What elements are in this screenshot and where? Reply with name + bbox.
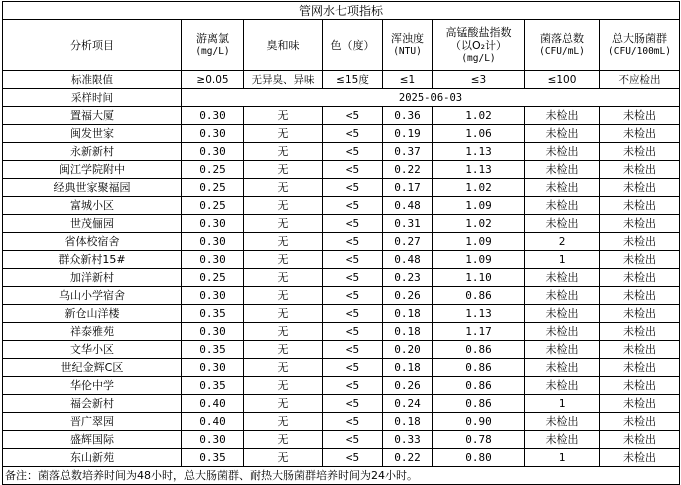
cell-turbidity: 0.23 — [383, 269, 433, 287]
cell-chlorine: 0.25 — [182, 197, 244, 215]
table-row — [3, 215, 680, 233]
cell-site: 永新新村 — [3, 143, 182, 161]
limit-color: ≤15度 — [323, 71, 383, 89]
cell-site: 东山新苑 — [3, 449, 182, 467]
cell-odor: 无 — [244, 215, 323, 233]
cell-color: <5 — [323, 305, 383, 323]
cell-color: <5 — [323, 395, 383, 413]
cell-turbidity: 0.24 — [383, 395, 433, 413]
table-title: 管网水七项指标 — [3, 2, 680, 20]
cell-odor: 无 — [244, 269, 323, 287]
header-cod-sub: （以O₂计） — [449, 38, 508, 52]
title-row — [3, 2, 680, 20]
table-row — [3, 287, 680, 305]
cell-chlorine: 0.30 — [182, 287, 244, 305]
cell-chlorine: 0.35 — [182, 449, 244, 467]
cell-turbidity: 0.22 — [383, 161, 433, 179]
cell-turbidity: 0.26 — [383, 377, 433, 395]
header-cod-label: 高锰酸盐指数 — [445, 25, 512, 39]
cell-turbidity: 0.36 — [383, 107, 433, 125]
header-color: 色（度） — [323, 20, 383, 71]
cell-coliform: 未检出 — [600, 449, 680, 467]
cell-turbidity: 0.37 — [383, 143, 433, 161]
cell-site: 富城小区 — [3, 197, 182, 215]
cell-cod: 1.09 — [433, 233, 525, 251]
sampling-row — [3, 89, 680, 107]
cell-odor: 无 — [244, 323, 323, 341]
table-row — [3, 251, 680, 269]
cell-turbidity: 0.18 — [383, 305, 433, 323]
header-turbidity-label: 浑浊度 — [391, 32, 424, 45]
cell-turbidity: 0.27 — [383, 233, 433, 251]
cell-chlorine: 0.30 — [182, 125, 244, 143]
cell-colony: 未检出 — [525, 125, 600, 143]
cell-site: 加洋新村 — [3, 269, 182, 287]
cell-turbidity: 0.20 — [383, 341, 433, 359]
cell-coliform: 未检出 — [600, 197, 680, 215]
cell-odor: 无 — [244, 161, 323, 179]
cell-odor: 无 — [244, 107, 323, 125]
limit-coliform: 不应检出 — [600, 71, 680, 89]
cell-colony: 2 — [525, 233, 600, 251]
table-row — [3, 305, 680, 323]
cell-coliform: 未检出 — [600, 287, 680, 305]
cell-coliform: 未检出 — [600, 179, 680, 197]
header-chlorine-label: 游离氯 — [196, 32, 229, 45]
cell-colony: 未检出 — [525, 161, 600, 179]
cell-site: 经典世家聚福园 — [3, 179, 182, 197]
header-colony — [525, 20, 600, 71]
cell-color: <5 — [323, 449, 383, 467]
cell-site: 群众新村15# — [3, 251, 182, 269]
header-coliform — [600, 20, 680, 71]
cell-cod: 1.17 — [433, 323, 525, 341]
cell-chlorine: 0.35 — [182, 377, 244, 395]
cell-coliform: 未检出 — [600, 251, 680, 269]
cell-color: <5 — [323, 269, 383, 287]
cell-site: 闽江学院附中 — [3, 161, 182, 179]
cell-turbidity: 0.48 — [383, 197, 433, 215]
cell-turbidity: 0.33 — [383, 431, 433, 449]
cell-colony: 1 — [525, 449, 600, 467]
cell-color: <5 — [323, 359, 383, 377]
cell-odor: 无 — [244, 143, 323, 161]
cell-coliform: 未检出 — [600, 359, 680, 377]
cell-odor: 无 — [244, 233, 323, 251]
cell-colony: 未检出 — [525, 215, 600, 233]
cell-site: 文华小区 — [3, 341, 182, 359]
cell-cod: 0.90 — [433, 413, 525, 431]
cell-chlorine: 0.30 — [182, 107, 244, 125]
cell-odor: 无 — [244, 179, 323, 197]
table-row — [3, 269, 680, 287]
cell-coliform: 未检出 — [600, 143, 680, 161]
cell-site: 晋广翠园 — [3, 413, 182, 431]
cell-chlorine: 0.30 — [182, 143, 244, 161]
cell-coliform: 未检出 — [600, 395, 680, 413]
limits-row — [3, 71, 680, 89]
table-row — [3, 107, 680, 125]
cell-color: <5 — [323, 377, 383, 395]
note-row — [3, 467, 680, 485]
header-coliform-label: 总大肠菌群 — [612, 32, 667, 45]
cell-chlorine: 0.25 — [182, 269, 244, 287]
cell-coliform: 未检出 — [600, 323, 680, 341]
table-row — [3, 143, 680, 161]
cell-colony: 未检出 — [525, 269, 600, 287]
water-quality-sheet — [2, 1, 680, 485]
cell-turbidity: 0.18 — [383, 323, 433, 341]
cell-site: 新仓山洋楼 — [3, 305, 182, 323]
cell-chlorine: 0.30 — [182, 215, 244, 233]
header-turbidity-unit: (NTU) — [393, 46, 422, 57]
cell-chlorine: 0.30 — [182, 251, 244, 269]
cell-chlorine: 0.25 — [182, 179, 244, 197]
cell-color: <5 — [323, 215, 383, 233]
cell-color: <5 — [323, 143, 383, 161]
cell-colony: 未检出 — [525, 323, 600, 341]
header-coliform-unit: (CFU/100mL) — [608, 46, 671, 57]
cell-site: 省体校宿舍 — [3, 233, 182, 251]
cell-site: 福会新村 — [3, 395, 182, 413]
cell-odor: 无 — [244, 449, 323, 467]
cell-cod: 0.78 — [433, 431, 525, 449]
cell-odor: 无 — [244, 251, 323, 269]
cell-coliform: 未检出 — [600, 107, 680, 125]
cell-odor: 无 — [244, 125, 323, 143]
header-colony-unit: (CFU/mL) — [539, 46, 585, 57]
sampling-label: 采样时间 — [3, 89, 182, 107]
cell-site: 闽发世家 — [3, 125, 182, 143]
cell-coliform: 未检出 — [600, 215, 680, 233]
header-item: 分析项目 — [3, 20, 182, 71]
header-cod — [433, 20, 525, 71]
cell-chlorine: 0.30 — [182, 233, 244, 251]
cell-coliform: 未检出 — [600, 233, 680, 251]
cell-coliform: 未检出 — [600, 341, 680, 359]
cell-color: <5 — [323, 161, 383, 179]
cell-cod: 0.86 — [433, 341, 525, 359]
cell-colony: 未检出 — [525, 179, 600, 197]
cell-color: <5 — [323, 251, 383, 269]
table-row — [3, 323, 680, 341]
cell-cod: 0.80 — [433, 449, 525, 467]
table-row — [3, 179, 680, 197]
cell-colony: 未检出 — [525, 413, 600, 431]
cell-colony: 未检出 — [525, 197, 600, 215]
table-row — [3, 161, 680, 179]
header-turbidity — [383, 20, 433, 71]
cell-coliform: 未检出 — [600, 431, 680, 449]
cell-chlorine: 0.40 — [182, 413, 244, 431]
cell-color: <5 — [323, 233, 383, 251]
cell-odor: 无 — [244, 413, 323, 431]
cell-chlorine: 0.25 — [182, 161, 244, 179]
cell-colony: 未检出 — [525, 107, 600, 125]
cell-coliform: 未检出 — [600, 413, 680, 431]
table-row — [3, 395, 680, 413]
cell-coliform: 未检出 — [600, 125, 680, 143]
cell-colony: 1 — [525, 251, 600, 269]
cell-color: <5 — [323, 413, 383, 431]
table-row — [3, 449, 680, 467]
cell-cod: 1.09 — [433, 251, 525, 269]
limit-turbidity: ≤1 — [383, 71, 433, 89]
limits-label: 标准限值 — [3, 71, 182, 89]
cell-colony: 未检出 — [525, 431, 600, 449]
cell-odor: 无 — [244, 287, 323, 305]
cell-colony: 1 — [525, 395, 600, 413]
header-colony-label: 菌落总数 — [540, 32, 584, 45]
cell-cod: 0.86 — [433, 377, 525, 395]
cell-colony: 未检出 — [525, 143, 600, 161]
cell-cod: 0.86 — [433, 395, 525, 413]
cell-site: 世茂俪园 — [3, 215, 182, 233]
header-chlorine — [182, 20, 244, 71]
header-odor: 臭和味 — [244, 20, 323, 71]
cell-colony: 未检出 — [525, 341, 600, 359]
cell-odor: 无 — [244, 341, 323, 359]
cell-coliform: 未检出 — [600, 377, 680, 395]
cell-cod: 1.09 — [433, 197, 525, 215]
cell-chlorine: 0.35 — [182, 341, 244, 359]
cell-odor: 无 — [244, 359, 323, 377]
cell-chlorine: 0.30 — [182, 323, 244, 341]
cell-cod: 1.02 — [433, 215, 525, 233]
cell-site: 世纪金辉C区 — [3, 359, 182, 377]
cell-cod: 0.86 — [433, 359, 525, 377]
limit-odor: 无异臭、异味 — [244, 71, 323, 89]
cell-odor: 无 — [244, 197, 323, 215]
cell-turbidity: 0.18 — [383, 413, 433, 431]
cell-colony: 未检出 — [525, 305, 600, 323]
cell-cod: 1.13 — [433, 305, 525, 323]
cell-cod: 1.10 — [433, 269, 525, 287]
cell-colony: 未检出 — [525, 359, 600, 377]
cell-site: 华伦中学 — [3, 377, 182, 395]
cell-color: <5 — [323, 107, 383, 125]
table-row — [3, 341, 680, 359]
table-row — [3, 125, 680, 143]
cell-site: 乌山小学宿舍 — [3, 287, 182, 305]
cell-site: 祥泰雅苑 — [3, 323, 182, 341]
cell-colony: 未检出 — [525, 377, 600, 395]
cell-cod: 1.02 — [433, 107, 525, 125]
cell-coliform: 未检出 — [600, 161, 680, 179]
cell-color: <5 — [323, 431, 383, 449]
limit-chlorine: ≥0.05 — [182, 71, 244, 89]
limit-colony: ≤100 — [525, 71, 600, 89]
cell-site: 盛辉国际 — [3, 431, 182, 449]
cell-color: <5 — [323, 323, 383, 341]
cell-odor: 无 — [244, 395, 323, 413]
cell-chlorine: 0.35 — [182, 305, 244, 323]
table-row — [3, 197, 680, 215]
cell-color: <5 — [323, 179, 383, 197]
cell-site: 置福大厦 — [3, 107, 182, 125]
header-row — [3, 20, 680, 71]
header-cod-unit: (mg/L) — [461, 52, 496, 64]
cell-chlorine: 0.40 — [182, 395, 244, 413]
cell-color: <5 — [323, 197, 383, 215]
cell-chlorine: 0.30 — [182, 431, 244, 449]
cell-cod: 1.13 — [433, 161, 525, 179]
cell-colony: 未检出 — [525, 287, 600, 305]
sampling-date: 2025-06-03 — [182, 89, 680, 107]
header-chlorine-unit: (mg/L) — [195, 46, 230, 57]
cell-color: <5 — [323, 125, 383, 143]
table-row — [3, 431, 680, 449]
cell-turbidity: 0.26 — [383, 287, 433, 305]
cell-turbidity: 0.48 — [383, 251, 433, 269]
cell-odor: 无 — [244, 377, 323, 395]
table-row — [3, 233, 680, 251]
cell-chlorine: 0.30 — [182, 359, 244, 377]
cell-turbidity: 0.22 — [383, 449, 433, 467]
table-row — [3, 413, 680, 431]
cell-color: <5 — [323, 341, 383, 359]
cell-cod: 0.86 — [433, 287, 525, 305]
cell-cod: 1.13 — [433, 143, 525, 161]
water-quality-table — [2, 1, 680, 485]
note-text: 备注：菌落总数培养时间为48小时，总大肠菌群、耐热大肠菌群培养时间为24小时。 — [3, 467, 680, 485]
cell-turbidity: 0.19 — [383, 125, 433, 143]
cell-turbidity: 0.18 — [383, 359, 433, 377]
limit-cod: ≤3 — [433, 71, 525, 89]
cell-coliform: 未检出 — [600, 269, 680, 287]
table-row — [3, 359, 680, 377]
cell-coliform: 未检出 — [600, 305, 680, 323]
cell-cod: 1.02 — [433, 179, 525, 197]
cell-cod: 1.06 — [433, 125, 525, 143]
table-row — [3, 377, 680, 395]
cell-odor: 无 — [244, 431, 323, 449]
cell-odor: 无 — [244, 305, 323, 323]
cell-turbidity: 0.31 — [383, 215, 433, 233]
cell-turbidity: 0.17 — [383, 179, 433, 197]
cell-color: <5 — [323, 287, 383, 305]
